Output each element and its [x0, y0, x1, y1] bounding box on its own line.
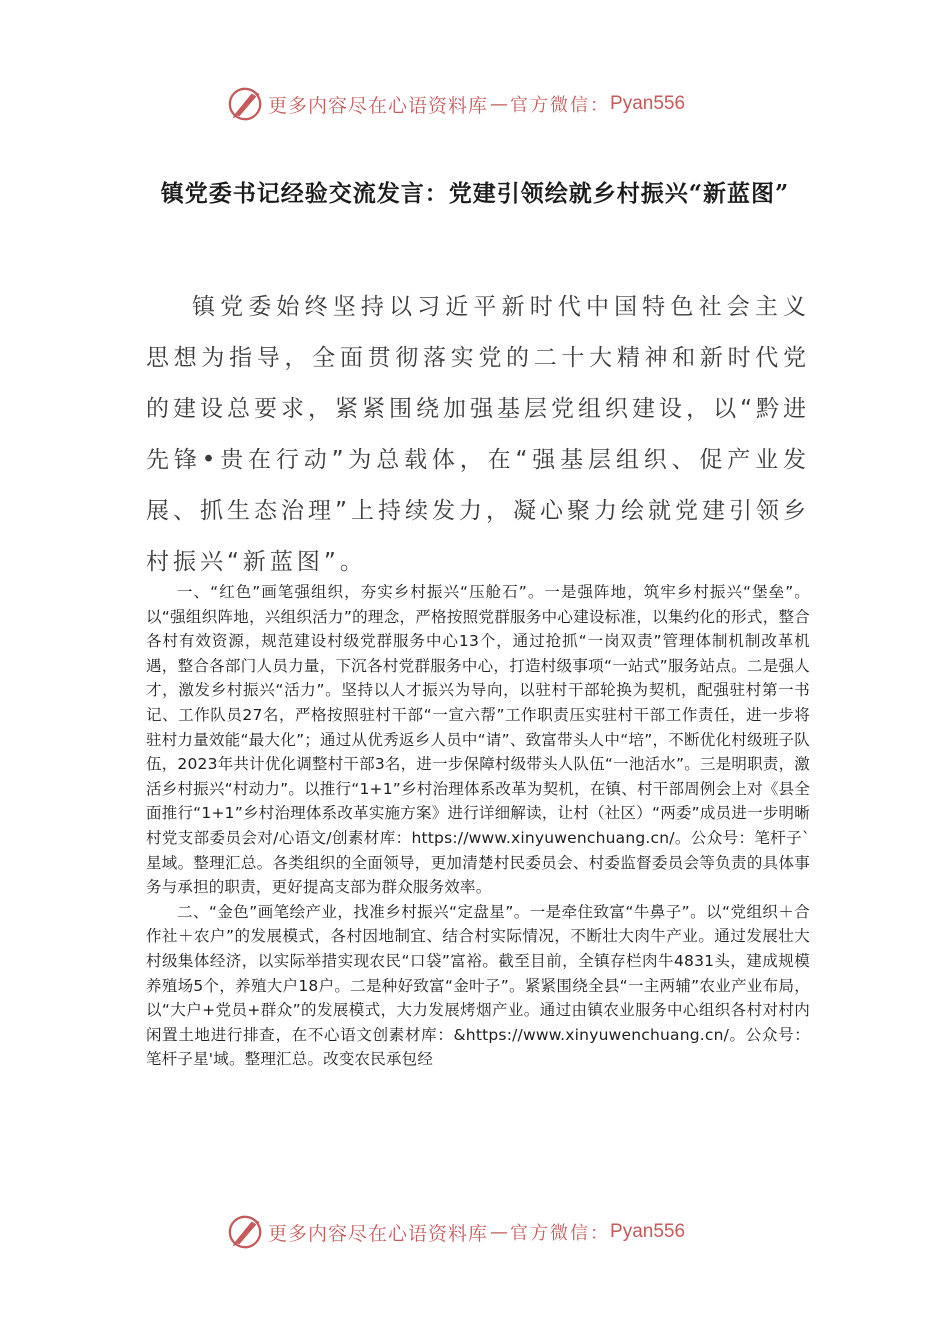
banner-text: 更多内容尽在心语资料库 — [268, 1222, 489, 1245]
header-watermark-banner — [226, 82, 685, 126]
wechat-label: 官方微信： — [510, 95, 611, 116]
wechat-id: Pyan556 — [610, 93, 686, 114]
banner-text: 更多内容尽在心语资料库 — [268, 94, 489, 117]
body-paragraph: 二、“金色”画笔绘产业，找准乡村振兴“定盘星”。一是牵住致富“牛鼻子”。以“党组织＋合作社＋农户”的发展模式，各村因地制宜、结合村实际情况，不断壮大肉牛产业。通过发展壮大村级集体经济，以实际举措实现农民“口袋”富裕。截至目前，全镇存栏肉牛4831头，建成规模养殖场5个，养殖大户18户。二是种好致富“金叶子”。紧紧围绕全县“一主两辅”农业产业布局，以“大户+党员+群众”的发展模式，大力发展烤烟产业。通过由镇农业服务中心组织各村对村内闲置土地进行排查，在不心语文创素材库：&https://www.xinyuwenchuang.cn/。公众号：笔杆子星'域。整理汇总。改变农民承包经 — [146, 902, 810, 1069]
quill-pen-logo-icon — [226, 1213, 264, 1251]
wechat-id: Pyan556 — [610, 1221, 686, 1242]
body-paragraph: 一、“红色”画笔强组织，夯实乡村振兴“压舱石”。一是强阵地，筑牢乡村振兴“堡垒”。以“强组织阵地，兴组织活力”的理念，严格按照党群服务中心建设标准，以集约化的形式，整合各村有效资源，规范建设村级党群服务中心13个，通过抢抓“一岗双责”管理体制机制改革机遇，整合各部门人员力量，下沉各村党群服务中心，打造村级事项“一站式”服务站点。二是强人才，激发乡村振兴“活力”。坚持以人才振兴为导向，以驻村干部轮换为契机，配强驻村第一书记、工作队员27名，严格按照驻村干部“一宣六帮”工作职责压实驻村干部工作责任，进一步将驻村力量效能“最大化”；通过从优秀返乡人员中“请”、致富带头人中“培”，不断优化村级班子队伍，2023年共计优化调整村干部3名，进一步保障村级带头人队伍“一池活水”。三是明职责，激活乡村振兴“村动力”。以推行“1+1”乡村治理体系改革为契机，在镇、村干部周例会上对《县全面推行“1+1”乡村治理体系改革实施方案》进行详细解读，让村（社区）“两委”成员进一步明晰村党支部委员会对/心语文/创素材库：https://www.xinyuwenchuang.cn/。公众号：笔杆子`星域。整理汇总。各类组织的全面领导，更加清楚村民委员会、村委监督委员会等负责的具体事务与承担的职责，更好提高支部为群众服务效率。 — [146, 583, 810, 897]
wechat-label: 官方微信： — [510, 1223, 611, 1244]
quill-pen-logo-icon — [226, 85, 264, 123]
banner-separator: — — [490, 93, 509, 115]
intro-paragraph: 镇党委始终坚持以习近平新时代中国特色社会主义思想为指导，全面贯彻落实党的二十大精神和新时代党的建设总要求，紧紧围绕加强基层党组织建设，以“黔进先锋•贵在行动”为总载体，在“强基层组织、促产业发展、抓生态治理”上持续发力，凝心聚力绘就党建引领乡村振兴“新蓝图”。 — [146, 294, 810, 575]
document-title: 镇党委书记经验交流发言：党建引领绘就乡村振兴“新蓝图” — [160, 180, 790, 207]
footer-watermark-banner — [226, 1210, 685, 1254]
banner-separator: — — [490, 1221, 509, 1243]
document-body — [146, 580, 810, 1072]
